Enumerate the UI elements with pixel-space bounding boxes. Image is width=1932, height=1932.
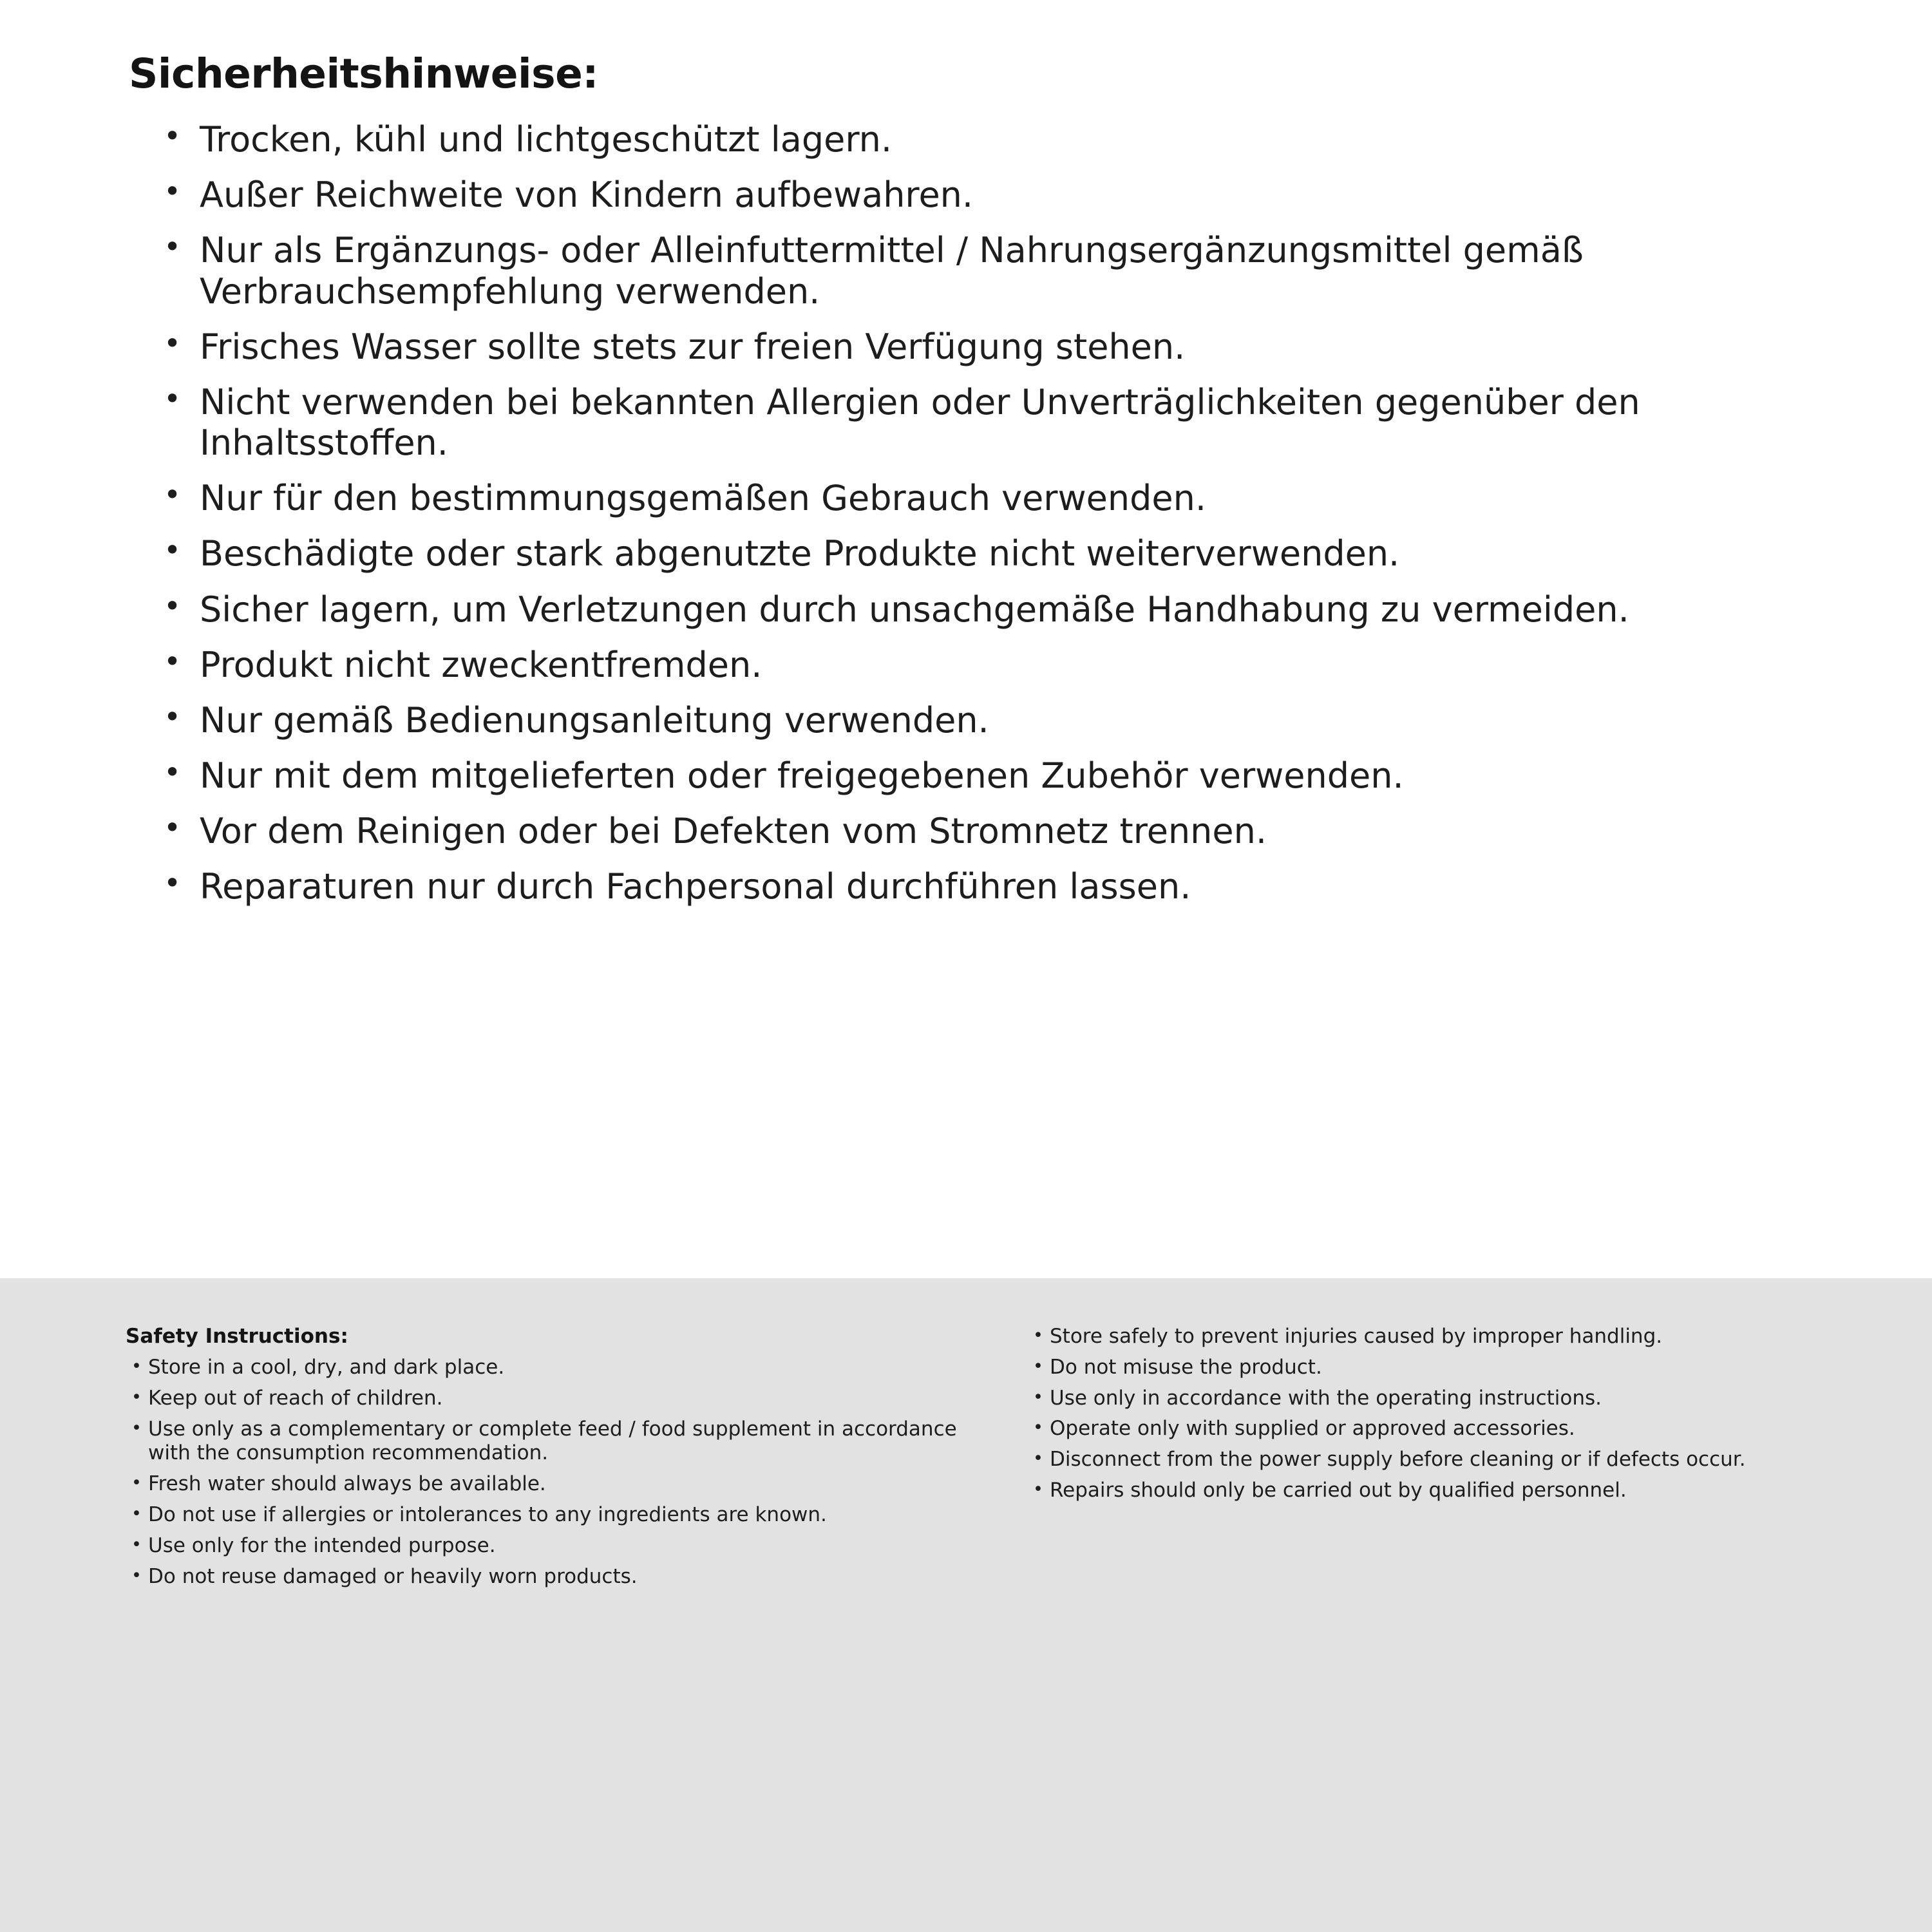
english-columns xyxy=(0,1325,1932,1596)
list-item xyxy=(161,755,1810,811)
list-item-text: Do not misuse the product. xyxy=(1050,1355,1322,1379)
list-item xyxy=(161,589,1810,645)
list-item xyxy=(161,478,1810,533)
list-item xyxy=(161,175,1810,230)
list-item-text: Keep out of reach of children. xyxy=(148,1386,443,1410)
english-column-right xyxy=(979,1325,1835,1510)
bullet-icon: • xyxy=(164,588,182,623)
bullet-icon: • xyxy=(164,118,182,153)
list-item xyxy=(122,1417,979,1473)
list-item-text: Produkt nicht zweckentfremden. xyxy=(200,644,762,685)
bullet-icon: • xyxy=(1033,1325,1043,1345)
english-column-left xyxy=(122,1325,979,1596)
list-item-text: Sicher lagern, um Verletzungen durch unsachgemäße Handhabung zu vermeiden. xyxy=(200,589,1629,630)
bullet-icon: • xyxy=(1033,1417,1043,1438)
list-item-text: Use only as a complementary or complete feed / food supplement in accordance with the consumption recommendation. xyxy=(148,1417,957,1465)
list-item xyxy=(161,811,1810,866)
german-heading: Sicherheitshinweise: xyxy=(129,50,598,97)
list-item-text: Nur als Ergänzungs- oder Alleinfuttermittel / Nahrungsergänzungsmittel gemäß Verbrauchsempfehlung verwenden. xyxy=(200,230,1584,312)
bullet-icon: • xyxy=(164,866,182,901)
bullet-icon: • xyxy=(164,477,182,513)
list-item-text: Do not reuse damaged or heavily worn products. xyxy=(148,1564,638,1588)
list-item-text: Use only in accordance with the operating instructions. xyxy=(1050,1386,1602,1410)
bullet-icon: • xyxy=(1033,1387,1043,1407)
bullet-icon: • xyxy=(164,755,182,790)
list-item-text: Beschädigte oder stark abgenutzte Produkte nicht weiterverwenden. xyxy=(200,533,1400,574)
bullet-icon: • xyxy=(131,1417,142,1438)
list-item xyxy=(161,645,1810,700)
english-heading: Safety Instructions: xyxy=(126,1325,348,1348)
list-item-text: Nur gemäß Bedienungsanleitung verwenden. xyxy=(200,699,989,741)
bullet-icon: • xyxy=(164,229,182,265)
bullet-icon: • xyxy=(1033,1479,1043,1500)
list-item-text: Use only for the intended purpose. xyxy=(148,1533,496,1557)
english-safety-list-right xyxy=(1024,1325,1835,1510)
list-item xyxy=(122,1472,979,1503)
bullet-icon: • xyxy=(164,810,182,846)
list-item xyxy=(161,700,1810,755)
list-item-text: Vor dem Reinigen oder bei Defekten vom Stromnetz trennen. xyxy=(200,811,1267,852)
list-item-text: Fresh water should always be available. xyxy=(148,1472,546,1496)
list-item xyxy=(122,1503,979,1534)
list-item xyxy=(122,1534,979,1565)
bullet-icon: • xyxy=(164,699,182,734)
bullet-icon: • xyxy=(164,174,182,209)
bullet-icon: • xyxy=(164,325,182,361)
bullet-icon: • xyxy=(131,1473,142,1493)
list-item xyxy=(161,327,1810,382)
list-item xyxy=(1024,1387,1835,1417)
list-item-text: Nur für den bestimmungsgemäßen Gebrauch verwenden. xyxy=(200,478,1206,519)
german-safety-list xyxy=(0,119,1932,922)
english-safety-section xyxy=(0,1278,1932,1932)
list-item xyxy=(1024,1325,1835,1356)
list-item xyxy=(161,119,1810,175)
list-item xyxy=(1024,1356,1835,1387)
list-item xyxy=(122,1356,979,1387)
bullet-icon: • xyxy=(1033,1356,1043,1376)
bullet-icon: • xyxy=(131,1504,142,1524)
list-item-text: Store safely to prevent injuries caused by improper handling. xyxy=(1050,1325,1663,1348)
bullet-icon: • xyxy=(164,381,182,416)
bullet-icon: • xyxy=(131,1534,142,1555)
list-item xyxy=(122,1387,979,1417)
list-item xyxy=(1024,1448,1835,1479)
list-item xyxy=(161,230,1810,326)
list-item xyxy=(161,866,1810,922)
bullet-icon: • xyxy=(164,533,182,568)
list-item xyxy=(161,382,1810,478)
bullet-icon: • xyxy=(131,1565,142,1586)
english-safety-list-left xyxy=(122,1356,979,1596)
list-item-text: Nicht verwenden bei bekannten Allergien oder Unverträglichkeiten gegenüber den Inhaltsstoffen. xyxy=(200,381,1640,464)
list-item-text: Store in a cool, dry, and dark place. xyxy=(148,1356,505,1379)
list-item-text: Außer Reichweite von Kindern aufbewahren. xyxy=(200,175,974,216)
list-item xyxy=(1024,1417,1835,1448)
bullet-icon: • xyxy=(164,643,182,679)
bullet-icon: • xyxy=(1033,1448,1043,1469)
bullet-icon: • xyxy=(131,1387,142,1407)
list-item-text: Repairs should only be carried out by qualified personnel. xyxy=(1050,1479,1627,1502)
list-item-text: Nur mit dem mitgelieferten oder freigegebenen Zubehör verwenden. xyxy=(200,755,1404,797)
list-item-text: Operate only with supplied or approved accessories. xyxy=(1050,1417,1575,1441)
bullet-icon: • xyxy=(131,1356,142,1376)
list-item-text: Reparaturen nur durch Fachpersonal durchführen lassen. xyxy=(200,866,1191,907)
list-item xyxy=(122,1565,979,1596)
list-item xyxy=(1024,1479,1835,1510)
list-item-text: Frisches Wasser sollte stets zur freien Verfügung stehen. xyxy=(200,326,1186,367)
list-item-text: Do not use if allergies or intolerances to any ingredients are known. xyxy=(148,1503,827,1527)
list-item-text: Disconnect from the power supply before cleaning or if defects occur. xyxy=(1050,1448,1746,1472)
list-item-text: Trocken, kühl und lichtgeschützt lagern. xyxy=(200,119,892,160)
list-item xyxy=(161,533,1810,589)
